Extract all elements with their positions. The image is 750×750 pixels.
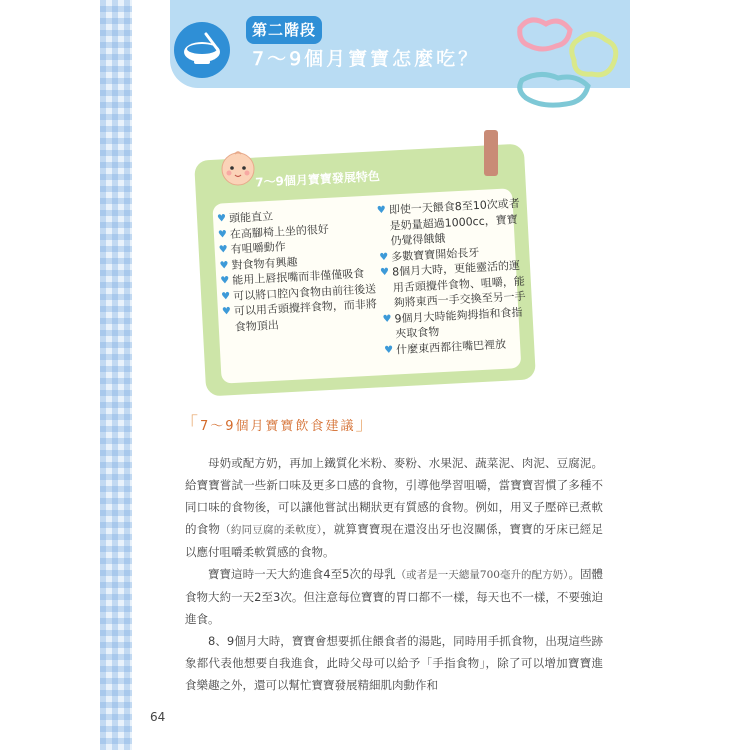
list-item: ♥ 有咀嚼動作 xyxy=(218,234,377,258)
page-title: 7～9個月寶寶怎麼吃？ xyxy=(252,48,481,70)
heart-icon: ♥ xyxy=(220,275,230,287)
gingham-strip xyxy=(100,0,132,750)
list-item: ♥ 在高腳椅上坐的很好 xyxy=(218,219,377,243)
stage-label: 第二階段 xyxy=(246,16,322,44)
heart-icon: ♥ xyxy=(218,244,229,256)
heart-icon: ♥ xyxy=(379,251,389,263)
page-number: 64 xyxy=(150,710,166,724)
heart-icon: ♥ xyxy=(220,290,231,303)
features-card-title: 7～9個月寶寶發展特色 xyxy=(254,169,381,190)
features-left-list xyxy=(217,203,381,335)
section-heading: 「7～9個月寶寶飲食建議」 xyxy=(180,414,376,435)
bowl-icon xyxy=(172,20,232,80)
list-item: ♥ 多數寶寶開始長牙 xyxy=(379,242,528,265)
list-item: ♥ 什麼東西都往嘴巴裡放 xyxy=(384,335,533,358)
list-item: ♥ 9個月大時能夠拇指和食指夾取食物 xyxy=(382,304,531,343)
heart-icon: ♥ xyxy=(383,344,394,356)
heart-icon: ♥ xyxy=(219,259,229,272)
list-item: ♥ 8個月大時，更能靈活的運用舌頭攪伴食物、咀嚼，能夠將東西一手交換至另一手 xyxy=(380,257,530,311)
list-item: ♥ 能用上唇抿嘴而非僅僅吸食 xyxy=(220,265,379,289)
heart-icon: ♥ xyxy=(382,313,392,325)
features-right-list xyxy=(377,196,533,359)
body-text xyxy=(185,452,603,696)
heart-icon: ♥ xyxy=(216,213,227,225)
clothespin-icon xyxy=(484,130,498,176)
list-item: ♥ 可以將口腔內食物由前往後送 xyxy=(221,281,380,305)
heart-icon: ♥ xyxy=(221,306,232,318)
paragraph: 8、9個月大時，寶寶會想要抓住餵食者的湯匙，同時用手抓食物，出現這些跡象都代表他想要自我進食，此時父母可以給予「手指食物」，除了可以增加寶寶進食樂趣之外，還可以幫忙寶寶發展精細肌肉動作和 xyxy=(185,634,603,692)
heart-icon: ♥ xyxy=(217,228,228,241)
paragraph: 寶寶這時一天大約進食4至5次的母乳（或者是一天總量700毫升的配方奶）。固體食物大約一天2至3次。但注意每位寶寶的胃口都不一樣，每天也不一樣，不要強迫進食。 xyxy=(185,567,603,626)
baby-face-icon xyxy=(218,148,258,188)
bracket-close-icon: 」 xyxy=(355,414,376,435)
list-item: ♥ 頭能直立 xyxy=(217,203,376,227)
cookie-cutters-icon xyxy=(500,10,630,120)
list-item: ♥ 對食物有興趣 xyxy=(219,250,378,274)
heart-icon: ♥ xyxy=(379,266,390,279)
bracket-open-icon: 「 xyxy=(180,414,200,435)
heart-icon: ♥ xyxy=(376,204,387,217)
list-item: ♥ 即使一天餵食8至10次或者是奶量超過1000cc，寶寶仍覺得餓餓 xyxy=(377,196,527,250)
list-item: ♥ 可以用舌頭攪拌食物，而非將食物頂出 xyxy=(222,296,381,335)
paragraph: 母奶或配方奶，再加上鐵質化米粉、麥粉、水果泥、蔬菜泥、肉泥、豆腐泥。給寶寶嘗試一些新口味及更多口感的食物，引導他學習咀嚼，當寶寶習慣了多種不同口味的食物後，可以讓他嘗試出糊狀更有質感的食物。例如，用叉子壓碎已煮軟的食物（約同豆腐的柔軟度），就算寶寶現在還沒出牙也沒關係，寶寶的牙床已經足以應付咀嚼柔軟質感的食物。 xyxy=(185,456,604,559)
